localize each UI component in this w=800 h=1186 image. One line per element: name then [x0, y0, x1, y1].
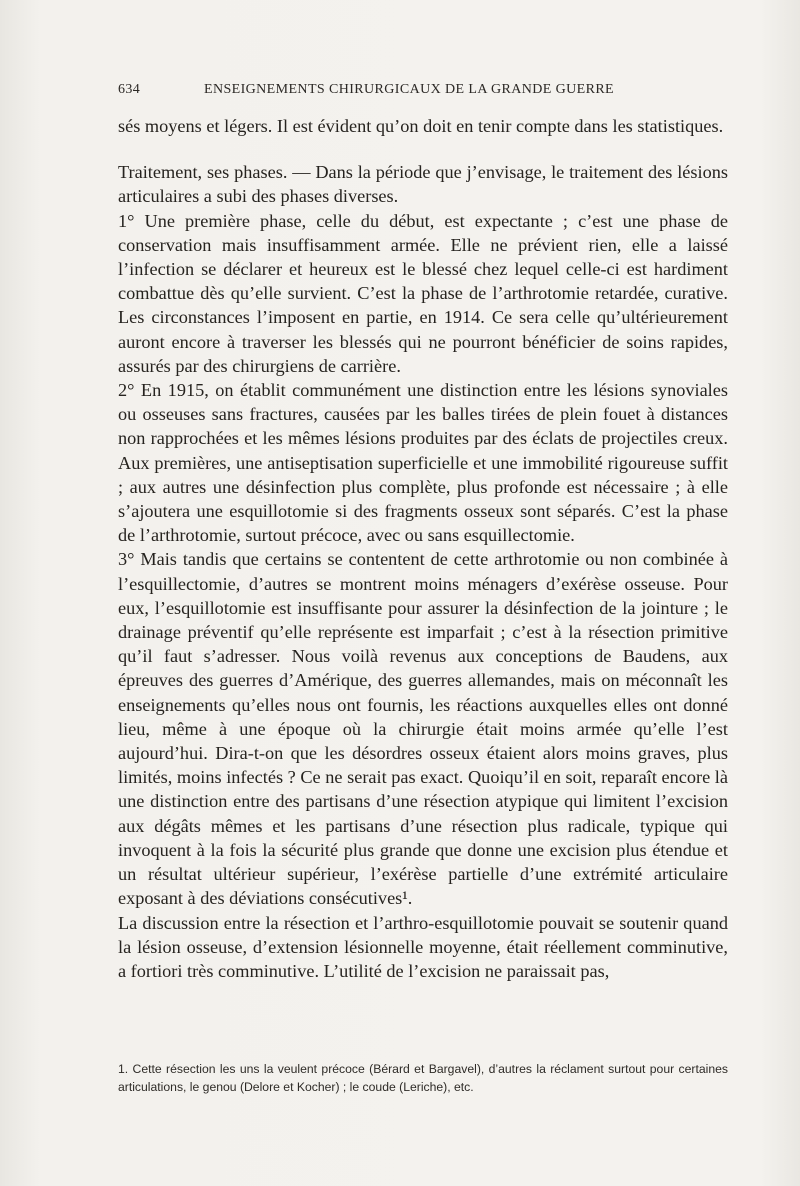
footnote — [118, 1060, 728, 1096]
page-number: 634 — [118, 82, 141, 97]
body-text — [118, 114, 728, 983]
paragraph-phase-1: 1° Une première phase, celle du début, est expectante ; c’est une phase de conservation mais insuffisamment armée. Elle ne prévient rien, elle a laissé l’infection se déclarer et heureux est le blessé chez lequel celle-ci est hardiment combattue dès qu’elle survient. C’est la phase de l’arthrotomie retardée, curative. Les circonstances l’imposent en partie, en 1914. Ce sera celle qu’ultérieurement auront encore à traverser les blessés qui ne pourront bénéficier de soins rapides, assurés par des chirurgiens de carrière. — [118, 210, 728, 376]
paragraph-discussion: La discussion entre la résection et l’arthro-esquillotomie pouvait se soutenir quand la lésion osseuse, d’extension lésionnelle moyenne, était réellement comminutive, a fortiori très comminutive. L’utilité de l’excision ne paraissait pas, — [118, 912, 728, 981]
paragraph-continuation: sés moyens et légers. Il est évident qu’on doit en tenir compte dans les statistiques. — [118, 116, 724, 136]
running-title: ENSEIGNEMENTS CHIRURGICAUX DE LA GRANDE GUERRE — [204, 82, 615, 97]
paragraph-treatment-phases: Traitement, ses phases. — Dans la période que j’envisage, le traitement des lésions articulaires a subi des phases diverses. — [118, 162, 728, 207]
paragraph-phase-2: 2° En 1915, on établit communément une distinction entre les lésions synoviales ou osseuses sans fractures, causées par les balles tirées de plein fouet à distances non rapprochées et les mêmes lésions produites par des éclats de projectiles creux. Aux premières, une antiseptisation superficielle et une immobilité rigoureuse suffit ; aux autres une désinfection plus complète, plus profonde est nécessaire ; à elle s’ajoutera une esquillotomie si des fragments osseux sont séparés. C’est la phase de l’arthrotomie, surtout précoce, avec ou sans esquillectomie. — [118, 380, 728, 546]
footnote-text: 1. Cette résection les uns la veulent précoce (Bérard et Bargavel), d’autres la réclament surtout pour certaines articulations, le genou (Delore et Kocher) ; le coude (Leriche), etc. — [118, 1062, 728, 1094]
paragraph-phase-3: 3° Mais tandis que certains se contentent de cette arthrotomie ou non combinée à l’esquillectomie, d’autres se montrent moins ménagers d’exérèse osseuse. Pour eux, l’esquillotomie est insuffisante pour assurer la désinfection de la jointure ; le drainage préventif qu’elle représente est imparfait ; c’est à la résection primitive qu’il faut s’adresser. Nous voilà revenus aux conceptions de Baudens, aux épreuves des guerres d’Amérique, des guerres allemandes, mais on méconnaît les enseignements qu’elles nous ont fournis, les réactions auxquelles elles ont donné lieu, même à une époque où la chirurgie était moins armée qu’elle l’est aujourd’hui. Dira-t-on que les désordres osseux étaient alors moins graves, plus limités, moins infectés ? Ce ne serait pas exact. Quoiqu’il en soit, reparaît encore là une distinction entre des partisans d’une résection atypique qui limitent l’excision aux dégâts mêmes et les partisans d’une résection plus radicale, typique qui invoquent à la fois la sécurité plus grande que donne une excision plus étendue et un résultat ultérieur supérieur, l’exérèse partielle d’une extrémité articulaire exposant à des déviations consécutives¹. — [118, 549, 728, 909]
running-header — [118, 82, 728, 104]
